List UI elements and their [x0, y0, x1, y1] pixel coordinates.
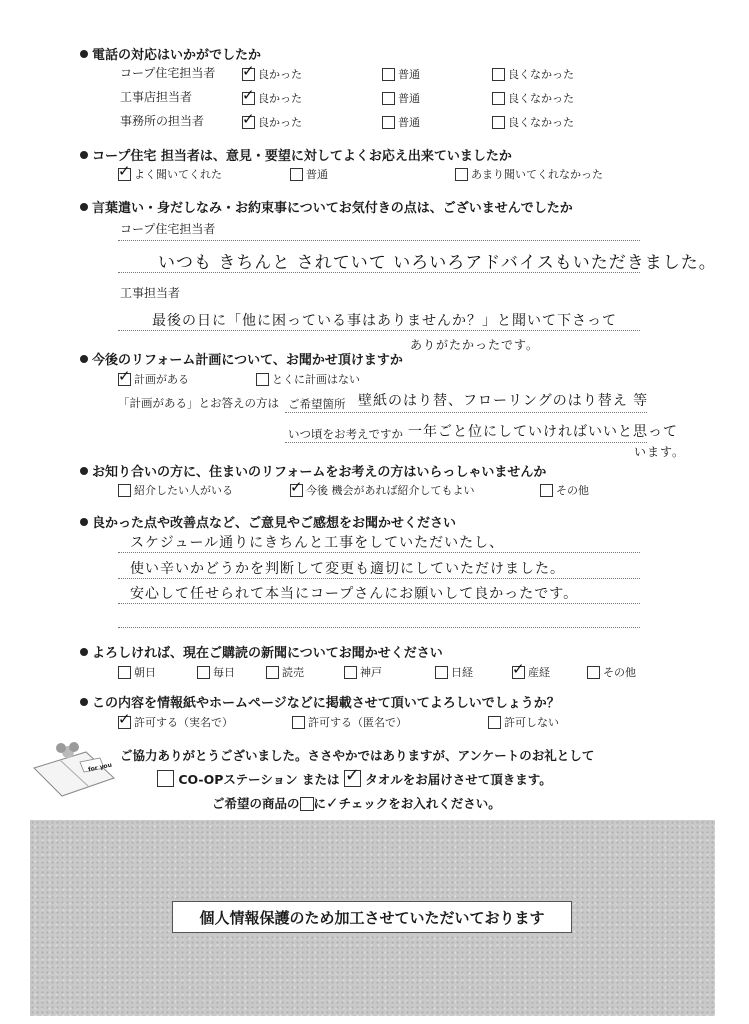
checkbox[interactable]: [512, 666, 525, 679]
q2-opt-listened[interactable]: ✓ よく聞いてくれた: [118, 166, 222, 182]
checkbox[interactable]: [256, 373, 269, 386]
q3-coop-label: コープ住宅担当者: [120, 222, 216, 236]
checkbox[interactable]: [488, 716, 501, 729]
q3-contractor-answer-line1: 最後の日に「他に困っている事はありませんか？」と聞いて下さって: [152, 313, 617, 329]
checkbox[interactable]: [492, 92, 505, 105]
q3-contractor-label: 工事担当者: [120, 286, 181, 300]
q2-opt-not-listened[interactable]: あまり聞いてくれなかった: [455, 166, 603, 182]
divider: [285, 412, 647, 413]
q5-opt-future-referral[interactable]: ✓ 今後 機会があれば紹介してもよい: [290, 482, 475, 498]
divider: [118, 552, 640, 553]
divider: [118, 330, 640, 331]
q1-row2-opt-good[interactable]: ✓ 良かった: [242, 90, 302, 106]
checkbox[interactable]: [118, 373, 131, 386]
q4-when-label: いつ頃をお考えですか: [288, 427, 403, 441]
q1-row3-opt-good[interactable]: ✓ 良かった: [242, 114, 302, 130]
q7-opt-yomiuri[interactable]: 読売: [266, 664, 304, 680]
checkbox[interactable]: [290, 168, 303, 181]
q4-when-answer-line1: 一年ごと位にしていければいいと思って: [408, 424, 678, 440]
gift-icon: [28, 738, 124, 802]
q1-row2-label: 工事店担当者: [120, 90, 193, 104]
checkbox[interactable]: [242, 92, 255, 105]
checkbox[interactable]: [118, 484, 131, 497]
gift-tag-text: for you: [87, 761, 113, 774]
q4-place-answer: 壁紙のはり替、フローリングのはり替え 等: [358, 393, 649, 409]
checkbox[interactable]: [492, 116, 505, 129]
q1-row1-opt-bad[interactable]: 良くなかった: [492, 66, 574, 82]
q6-title: 良かった点や改善点など、ご意見やご感想をお聞かせください: [80, 512, 456, 531]
q4-followup-label: 「計画がある」とお答えの方は: [118, 396, 279, 410]
q1-row1-opt-good[interactable]: ✓ 良かった: [242, 66, 302, 82]
checkbox[interactable]: [382, 92, 395, 105]
checkbox[interactable]: [492, 68, 505, 81]
gift-thanks-line: ご協力ありがとうございました。ささやかではありますが、アンケートのお礼として: [120, 748, 595, 763]
q8-opt-real-name[interactable]: ✓ 許可する（実名で）: [118, 714, 233, 730]
q1-row2-opt-bad[interactable]: 良くなかった: [492, 90, 574, 106]
checkbox[interactable]: [242, 68, 255, 81]
privacy-notice: 個人情報保護のため加工させていただいております: [172, 901, 572, 933]
gift-instruction-line: ご希望の商品の に✓チェックをお入れください。: [212, 794, 501, 812]
divider: [118, 272, 640, 273]
q4-title: 今後のリフォーム計画について、お聞かせ頂けますか: [80, 349, 403, 368]
checkbox[interactable]: [118, 168, 131, 181]
q2-opt-normal[interactable]: 普通: [290, 166, 328, 182]
gift-card-illustration: [28, 738, 124, 802]
divider: [118, 627, 640, 628]
checkbox[interactable]: [292, 716, 305, 729]
q1-row3-label: 事務所の担当者: [120, 114, 205, 128]
q3-title: 言葉遣い・身だしなみ・お約束事についてお気付きの点は、ございませんでしたか: [80, 197, 573, 216]
checkbox[interactable]: [455, 168, 468, 181]
q5-opt-has-referral[interactable]: 紹介したい人がいる: [118, 482, 233, 498]
q8-opt-deny[interactable]: 許可しない: [488, 714, 559, 730]
divider: [285, 442, 647, 443]
q7-opt-kobe[interactable]: 神戸: [344, 664, 382, 680]
q5-opt-other[interactable]: その他: [540, 482, 589, 498]
checkbox[interactable]: [266, 666, 279, 679]
q5-title: お知り合いの方に、住まいのリフォームをお考えの方はいらっしゃいませんか: [80, 461, 546, 480]
q7-opt-mainichi[interactable]: 毎日: [197, 664, 235, 680]
checkbox[interactable]: [382, 116, 395, 129]
q2-title: コープ住宅 担当者は、意見・要望に対してよくお応え出来ていましたか: [80, 145, 512, 164]
checkbox[interactable]: [435, 666, 448, 679]
q1-row3-opt-bad[interactable]: 良くなかった: [492, 114, 574, 130]
q4-place-label: ご希望箇所: [288, 397, 346, 411]
q6-comment-line3: 安心して任せられて本当にコープさんにお願いして良かったです。: [130, 586, 579, 602]
checkbox[interactable]: [290, 484, 303, 497]
checkbox[interactable]: [540, 484, 553, 497]
checkbox[interactable]: [344, 666, 357, 679]
q6-comment-line1: スケジュール通りにきちんと工事をしていただいたし、: [130, 535, 505, 551]
q6-comment-line2: 使い辛いかどうかを判断して変更も適切にしていただけました。: [130, 561, 565, 577]
divider: [118, 578, 640, 579]
q8-opt-anonymous[interactable]: 許可する（匿名で）: [292, 714, 407, 730]
q7-opt-nikkei[interactable]: 日経: [435, 664, 473, 680]
gift-checkbox-coop-station[interactable]: [157, 770, 174, 787]
checkbox[interactable]: [118, 716, 131, 729]
q7-title: よろしければ、現在ご購読の新聞についてお聞かせください: [80, 642, 443, 661]
q1-title: 電話の対応はいかがでしたか: [80, 44, 261, 63]
checkbox[interactable]: [118, 666, 131, 679]
q7-opt-other[interactable]: その他: [587, 664, 636, 680]
gift-choice-line: CO-OPステーション または ✓ タオルをお届けさせて頂きます。: [157, 770, 552, 788]
checkbox[interactable]: [587, 666, 600, 679]
q8-title: この内容を情報紙やホームページなどに掲載させて頂いてよろしいでしょうか？: [80, 692, 560, 711]
sample-checkbox-icon: [300, 797, 314, 811]
divider: [118, 603, 640, 604]
q3-contractor-answer-line2: ありがたかったです。: [410, 338, 540, 352]
divider: [118, 240, 640, 241]
q7-opt-asahi[interactable]: 朝日: [118, 664, 156, 680]
q1-row2-opt-normal[interactable]: 普通: [382, 90, 420, 106]
checkbox[interactable]: [242, 116, 255, 129]
q1-row3-opt-normal[interactable]: 普通: [382, 114, 420, 130]
check-mark-icon: ✓: [326, 794, 339, 812]
checkbox[interactable]: [197, 666, 210, 679]
q4-opt-no-plan[interactable]: とくに計画はない: [256, 371, 360, 387]
q4-opt-has-plan[interactable]: ✓ 計画がある: [118, 371, 189, 387]
q7-opt-sankei[interactable]: ✓ 産経: [512, 664, 550, 680]
q3-coop-answer: いつも きちんと されていて いろいろアドバイスもいただきました。: [158, 253, 717, 273]
q1-row1-opt-normal[interactable]: 普通: [382, 66, 420, 82]
q4-when-answer-line2: います。: [634, 445, 686, 459]
gift-checkbox-towel[interactable]: [344, 770, 361, 787]
q1-row1-label: コープ住宅担当者: [120, 66, 216, 80]
checkbox[interactable]: [382, 68, 395, 81]
